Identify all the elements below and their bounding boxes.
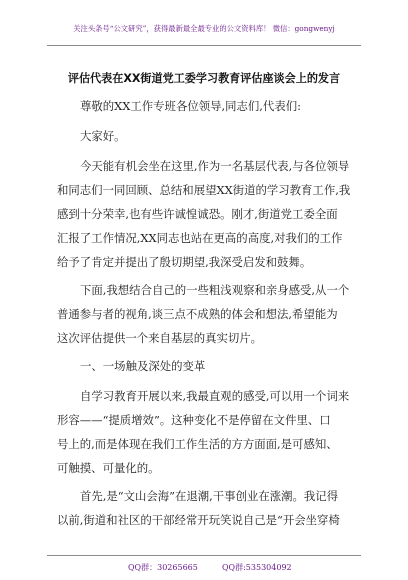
footer-qq-group-2: QQ群:535304092 <box>222 563 292 572</box>
body-line: 感到十分荣幸,也有些许诚惶诚恐。刚才,街道党工委全面 <box>57 207 338 221</box>
footer-rule <box>47 555 361 556</box>
body-line: 今天能有机会坐在这里,作为一名基层代表,与各位领导 <box>80 159 350 173</box>
body-line: 可触摸、可量化的。 <box>57 461 160 475</box>
body-line: 号上的,而是体现在我们工作生活的方方面面,是可感知、 <box>57 437 338 451</box>
header-rule <box>47 45 361 46</box>
body-line: 自学习教育开展以来,我最直观的感受,可以用一个词来 <box>80 389 350 403</box>
salutation-line: 尊敬的XX工作专班各位领导,同志们,代表们: <box>80 99 301 113</box>
document-title: 评估代表在XX街道党工委学习教育评估座谈会上的发言 <box>67 72 341 85</box>
body-line: 以前,街道和社区的干部经常开玩笑说自己是“开会坐穿椅 <box>57 513 340 527</box>
body-line: 这次评估提供一个来自基层的真实切片。 <box>57 331 263 345</box>
body-line: 给予了肯定并提出了殷切期望,我深受启发和鼓舞。 <box>57 255 312 269</box>
footer-qq-group-1: QQ群：30265665 <box>128 563 198 572</box>
section-heading: 一、一场触及深处的变革 <box>80 359 206 373</box>
header-banner: 关注头条号“公文研究”，获得最新最全最专业的公文资料库！ 微信：gongwenyj <box>73 24 335 33</box>
body-line: 和同志们一同回顾、总结和展望XX街道的学习教育工作,我 <box>57 183 351 197</box>
body-line: 汇报了工作情况,XX同志也站在更高的高度,对我们的工作 <box>57 231 343 245</box>
body-line: 形容——“提质增效”。这种变化不是停留在文件里、口 <box>57 413 331 427</box>
body-line: 首先,是“文山会海”在退潮,干事创业在涨潮。我记得 <box>80 489 339 503</box>
greeting-line: 大家好。 <box>80 129 126 143</box>
body-line: 下面,我想结合自己的一些粗浅观察和亲身感受,从一个 <box>80 283 350 297</box>
body-line: 普通参与者的视角,谈三点不成熟的体会和想法,希望能为 <box>57 307 338 321</box>
